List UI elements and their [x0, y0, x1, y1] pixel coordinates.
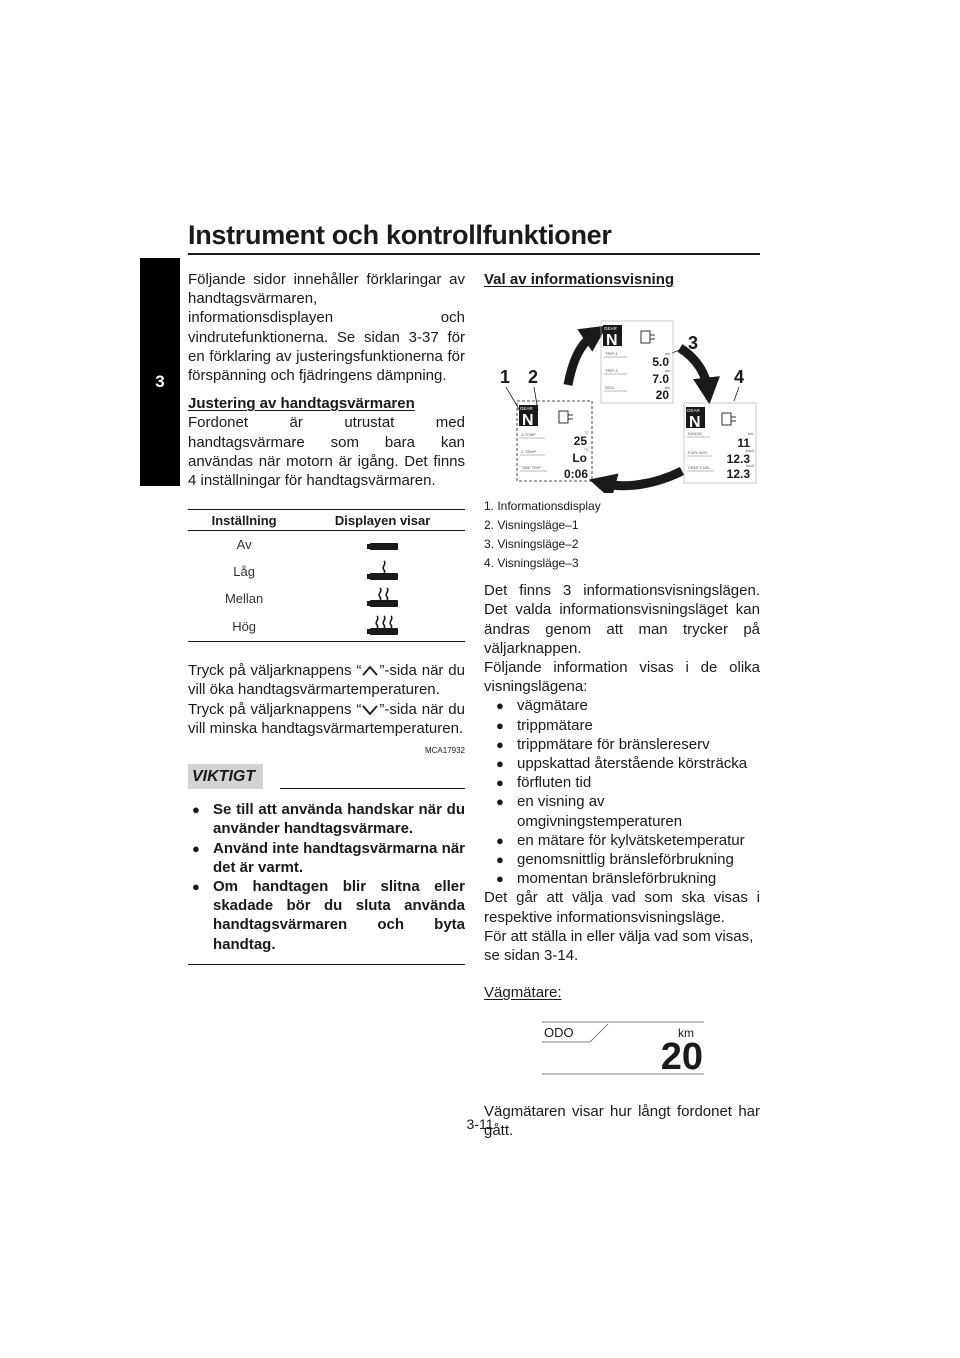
list-item: ● momentan bränsleförbrukning — [492, 869, 760, 888]
heater-icon — [641, 331, 655, 343]
svg-text:GEAR: GEAR — [520, 406, 533, 412]
caption-item: 4. Visningsläge–3 — [484, 556, 579, 571]
list-item: ● trippmätare för bränslereserv — [492, 735, 760, 754]
svg-text:25: 25 — [573, 434, 587, 449]
cycle-arrow — [602, 471, 682, 486]
svg-text:12.3: 12.3 — [726, 467, 750, 482]
odo-unit: km — [678, 1026, 694, 1041]
press-down-paragraph — [188, 700, 465, 738]
caution-box-header — [188, 764, 465, 790]
odo-label: ODO — [544, 1025, 574, 1041]
callout-2: 2 — [528, 367, 539, 388]
info-items-list — [492, 696, 760, 888]
svg-text:km: km — [665, 351, 671, 357]
caution-item: ● Använd inte handtagsvärmarna när det är varmt. — [188, 839, 465, 877]
odometer-heading: Vägmätare: — [484, 984, 562, 1002]
caution-end-rule — [188, 964, 465, 965]
svg-text:N: N — [606, 332, 618, 350]
press-down-text-b: ”-sida när du vill minska handtagsvärmartemperaturen. — [188, 700, 465, 737]
setting-label: Hög — [188, 612, 300, 642]
setting-label: Av — [236, 536, 252, 552]
callout-1: 1 — [500, 367, 511, 388]
table-row — [188, 558, 465, 585]
svg-text:TRIP-2: TRIP-2 — [605, 368, 618, 374]
svg-text:12.3: 12.3 — [726, 452, 750, 467]
display-mode-1 — [517, 401, 592, 481]
table-row — [188, 585, 465, 612]
svg-text:TIME TRIP: TIME TRIP — [521, 465, 541, 471]
svg-text:km/L: km/L — [746, 448, 755, 454]
svg-text:C.TEMP: C.TEMP — [521, 449, 537, 455]
reference-code: MCA17932 — [424, 746, 465, 756]
list-item: ● uppskattad återstående körsträcka — [492, 754, 760, 773]
heater-high-icon — [366, 615, 400, 637]
svg-text:ODO: ODO — [605, 385, 615, 391]
list-item: ● trippmätare — [492, 716, 760, 735]
heater-icon — [559, 411, 573, 423]
list-item: ● förfluten tid — [492, 773, 760, 792]
odometer-display — [484, 1016, 760, 1087]
setting-label: Låg — [233, 563, 255, 579]
intro-paragraph: Följande sidor innehåller förklaringar av handtagsvärmaren, informationsdisplayen och vindrutefunktionerna. Se sidan 3-37 för en förklaring av justeringsfunktionerna för förspänning och fjädringens dämpning. — [188, 271, 465, 385]
svg-text:RANGE: RANGE — [688, 431, 703, 437]
svg-text:7.0: 7.0 — [652, 372, 669, 387]
svg-text:km/L: km/L — [746, 463, 755, 469]
caption-item: 3. Visningsläge–2 — [484, 537, 579, 552]
caption-item: 2. Visningsläge–1 — [484, 518, 579, 533]
chapter-tab — [140, 258, 180, 486]
svg-text:5.0: 5.0 — [652, 355, 669, 370]
press-down-text-a: Tryck på väljarknappens “ — [188, 700, 362, 718]
caution-list — [188, 800, 465, 954]
svg-text:FUEL AVG: FUEL AVG — [688, 450, 708, 456]
heater-off-icon — [366, 536, 400, 552]
caution-rule — [280, 788, 465, 789]
left-column — [188, 270, 465, 965]
svg-text:TRIP-1: TRIP-1 — [605, 351, 618, 357]
heater-icon — [722, 413, 736, 425]
svg-text:GEAR: GEAR — [604, 326, 617, 332]
display-mode-2 — [601, 321, 673, 403]
caution-item: ● Om handtagen blir slitna eller skadade bör du sluta använda handtagsvärmaren och byta handtag. — [188, 877, 465, 954]
odo-value: 20 — [660, 1036, 703, 1079]
heater-settings-table — [188, 509, 465, 642]
svg-text:0:06: 0:06 — [563, 467, 588, 482]
heater-low-icon — [366, 560, 400, 582]
svg-text:km: km — [748, 431, 754, 437]
svg-text:CRNT FUEL: CRNT FUEL — [688, 465, 711, 471]
caution-item: ● Se till att använda handskar när du använder handtagsvärmare. — [188, 800, 465, 838]
figure-captions — [484, 497, 760, 573]
title-rule — [188, 253, 760, 255]
cycle-arrow — [680, 348, 708, 391]
press-up-text-a: Tryck på väljarknappens “ — [188, 662, 362, 680]
press-up-text-b: ”-sida när du vill öka handtagsvärmartemperaturen. — [188, 662, 465, 699]
heater-paragraph: Fordonet är utrustat med handtagsvärmare som bara kan användas när motorn är igång. Det finns 4 inställningar för handtagsvärmaren. — [188, 414, 465, 490]
page-number: 3-11 — [466, 1116, 494, 1132]
page-title: Instrument och kontrollfunktioner — [188, 220, 612, 250]
table-header-setting: Inställning — [188, 510, 300, 531]
settings-paragraph: För att ställa in eller välja vad som visas, se sidan 3-14. — [484, 927, 754, 965]
chevron-up-icon — [361, 664, 379, 678]
svg-text:GEAR: GEAR — [687, 408, 700, 414]
list-item: ● en mätare för kylvätsketemperatur — [492, 831, 760, 850]
list-item: ● vägmätare — [492, 696, 760, 715]
svg-text:N: N — [689, 414, 701, 432]
table-row — [188, 531, 465, 558]
callout-3: 3 — [688, 333, 699, 354]
svg-text:Lo: Lo — [572, 451, 587, 466]
table-row — [188, 612, 465, 642]
info-display-heading: Val av informationsvisning — [484, 271, 675, 288]
setting-label: Mellan — [224, 590, 264, 606]
odometer-paragraph: Vägmätaren visar hur långt fordonet har gått. — [484, 1102, 760, 1139]
right-column — [484, 270, 760, 1140]
svg-text:km: km — [665, 368, 671, 374]
callout-4: 4 — [734, 367, 745, 388]
info-paragraph: Följande information visas i de olika visningslägena: — [484, 659, 760, 696]
display-modes-diagram — [484, 293, 760, 493]
list-item: ● genomsnittlig bränsleförbrukning — [492, 850, 760, 869]
svg-text:N: N — [522, 412, 534, 430]
svg-text:km: km — [665, 385, 671, 391]
heater-medium-icon — [366, 587, 400, 609]
caution-label: VIKTIGT — [188, 764, 263, 789]
svg-text:11: 11 — [737, 436, 750, 451]
caption-item: 1. Informationsdisplay — [484, 499, 601, 514]
modes-paragraph: Det finns 3 informationsvisningslägen. Det valda informationsvisningsläget kan ändras genom att man trycker på väljarknappen. — [484, 582, 760, 657]
choose-paragraph: Det går att välja vad som ska visas i respektive informationsvisningsläge. — [484, 889, 760, 926]
svg-text:°C: °C — [584, 430, 589, 436]
cycle-arrow — [568, 333, 596, 385]
display-mode-3 — [684, 403, 756, 483]
list-item: ● en visning av omgivningstemperaturen — [492, 792, 760, 830]
svg-text:A.TEMP: A.TEMP — [521, 432, 536, 438]
svg-text:°C: °C — [584, 447, 589, 453]
chapter-number: 3 — [155, 372, 165, 391]
table-header-display: Displayen visar — [300, 510, 465, 531]
svg-text:20: 20 — [655, 388, 669, 403]
chevron-down-icon — [361, 703, 379, 717]
press-up-paragraph — [188, 661, 465, 699]
heater-heading: Justering av handtagsvärmaren — [188, 395, 415, 413]
